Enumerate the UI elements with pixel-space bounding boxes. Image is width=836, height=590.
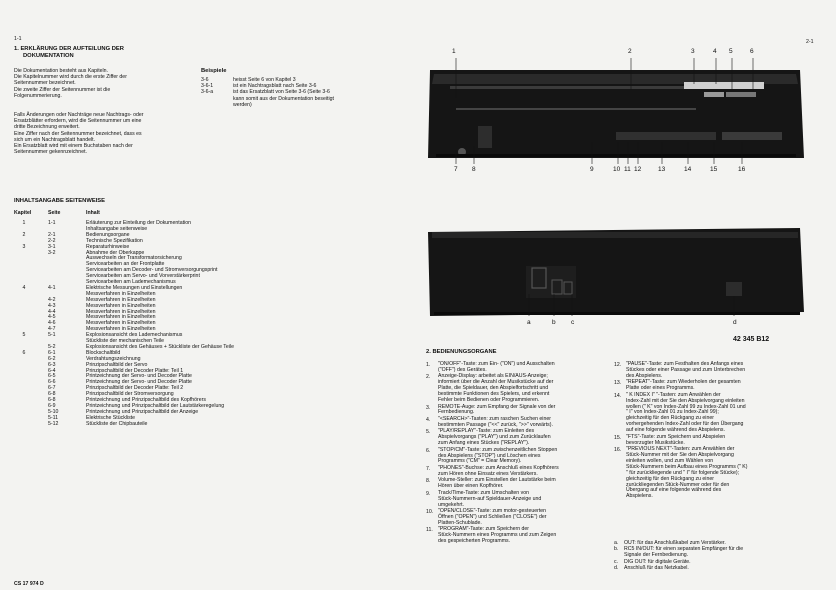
control-item <box>614 362 804 380</box>
control-item-number: 3. <box>426 404 431 411</box>
toc-seite: 4-4 <box>48 308 56 315</box>
examples-title: Beispiele <box>201 68 227 74</box>
toc-inhalt: Messverfahren in Einzelheiten <box>86 326 156 333</box>
control-item-line: umgekehrt. <box>438 501 464 508</box>
callout-11: 11 <box>624 166 631 173</box>
toc-seite: 5-12 <box>48 420 59 427</box>
callout-15: 15 <box>710 166 718 173</box>
toc-inhalt: Messverfahren in Einzelheiten <box>86 290 156 297</box>
toc-inhalt: Auswechseln der Transformatorsicherung <box>86 255 182 262</box>
control-item-number: 6. <box>426 447 431 454</box>
control-item-line: informiert über die Anzahl der Musikstücke auf der <box>438 379 554 386</box>
control-item <box>426 448 616 466</box>
toc-inhalt: Prinzipschaltbild der Stromversorgung <box>86 391 174 398</box>
callout-2: 2 <box>628 48 632 55</box>
toc-header-kapitel: Kapitel <box>14 210 32 216</box>
control-item-number: 9. <box>426 490 431 497</box>
para1-line: Die zweite Ziffer der Seitennummer ist die <box>14 86 111 93</box>
callout-b: b <box>552 319 556 326</box>
toc-seite: 4-3 <box>48 302 56 309</box>
para1-line: Die Kapitelnummer wird durch die erste Ziffer der <box>14 74 127 81</box>
toc-inhalt: Technische Spezifikation <box>86 237 143 244</box>
control-item-line: "<SEARCH>"-Tasten: zum raschen Suchen einer <box>438 415 551 422</box>
control-item-line: Platte oder eines Programms. <box>626 385 695 392</box>
callout-4: 4 <box>713 48 717 55</box>
toc-inhalt: Printzeichnung der Servo- und Decoder Platte <box>86 379 192 386</box>
toc-seite: 4-1 <box>48 284 56 291</box>
example-text: heisst Seite 6 von Kapitel 3 <box>233 77 296 83</box>
toc-seite: 6-4 <box>48 367 56 374</box>
control-item-line: Programms ("CM" = Clear Memory). <box>438 458 522 465</box>
front-view-figure <box>426 46 806 182</box>
toc-seite: 5-1 <box>48 332 56 339</box>
control-item <box>426 417 616 429</box>
toc-inhalt: Verdrahtungszeichnung <box>86 355 141 362</box>
toc-header <box>14 210 314 217</box>
example-code: 3-6-a <box>201 89 214 96</box>
control-item-line: "FTS"-Taste: zum Speichern und Abspielen <box>626 433 726 440</box>
callout-13: 13 <box>658 166 666 173</box>
control-item-line: Anzeige-Display: arbeitet als EIN/AUS-Anzeige; <box>438 373 548 380</box>
toc-seite: 2-1 <box>48 231 56 238</box>
control-item-line: des Abspielens ("STOP") und Löschen eines <box>438 452 541 459</box>
control-item-line: des gespeicherten Programms. <box>438 538 511 545</box>
control-item-line: Volume-Steller: zum Einstellen der Lautstärke beim <box>438 477 556 484</box>
section2-title: 2. BEDIENUNGSORGANE <box>426 349 497 355</box>
rear-item-text: OUT: für das Anschlußkabel zum Verstärker. <box>624 540 726 546</box>
callout-3: 3 <box>691 48 695 55</box>
control-item-line: "STOP/CM"-Taste: zum zwischenzeitlichen Stoppen <box>438 446 558 453</box>
control-item <box>426 466 616 478</box>
example-code: 3-6 <box>201 77 209 83</box>
toc-kapitel: 2 <box>22 231 26 238</box>
toc-kapitel: 5 <box>22 332 26 339</box>
control-item-number: 7. <box>426 465 431 472</box>
toc-inhalt: Abnahme der Oberkappe <box>86 249 145 256</box>
rear-view-figure <box>426 222 806 328</box>
control-item-line: "REPEAT"-Taste: zum Wiederholen der gesamten <box>626 379 741 386</box>
para2-line: Ein Ersatzblatt wird mit einem Buchstaben nach der <box>14 143 133 150</box>
para2-line: dritte Bezeichnung erweitert. <box>14 124 80 131</box>
control-item-line: gleichzeitig für den Rückgang zu einer <box>626 475 714 482</box>
control-item <box>426 362 616 374</box>
page-number-left: 1-1 <box>14 36 22 42</box>
toc-inhalt: Servicearbeiten am Servo- und Vorverstärkerprint <box>86 273 200 280</box>
toc-inhalt: Blockschaltbild <box>86 349 121 356</box>
control-item-line: Übergang auf eine folgende während des <box>626 487 722 494</box>
controls-list-right <box>614 362 804 501</box>
callout-9: 9 <box>590 166 594 173</box>
control-item-number: 13. <box>614 380 622 387</box>
toc-seite: 6-1 <box>48 349 56 356</box>
control-item <box>614 435 804 447</box>
callout-16: 16 <box>738 166 746 173</box>
control-item-line: Stück-Nummern eines Programms und zum Zeigen <box>438 532 557 539</box>
toc-table <box>0 220 340 570</box>
control-item-line: Platten-Schublade. <box>438 519 482 526</box>
control-item-line: "ON/OFF"-Taste: zum Ein- ("ON") und Ausschalten <box>438 361 555 367</box>
callout-7: 7 <box>454 166 458 173</box>
example-text: ist das Ersatzblatt von Seite 3-6 (Seite 3-6 <box>233 89 330 96</box>
rear-item-text: Signale der Fernbedienung. <box>624 552 689 559</box>
control-item-line: bestimmten Passage ("<<" zurück, ">>" vorwärts). <box>438 421 553 428</box>
toc-seite: 4-6 <box>48 320 56 327</box>
toc-inhalt: Prinzipschaltbild der Servo <box>86 361 148 368</box>
callout-5: 5 <box>729 48 733 55</box>
control-item-line: bevorzugter Musikstücke. <box>626 439 685 446</box>
section1-title-line1: 1. ERKLÄRUNG DER AUFTEILUNG DER <box>14 46 124 52</box>
control-item-line: "PHONES"-Buchse: zum Anschluß eines Kopfhörers <box>438 464 559 471</box>
control-item-line: Abspielens. <box>626 493 653 500</box>
toc-inhalt: Messverfahren in Einzelheiten <box>86 302 156 309</box>
control-item-line: Abspielvorgangs ("PLAY") und zum Zurücklaufen <box>438 434 551 441</box>
control-item-number: 11. <box>426 527 433 534</box>
toc-kapitel: 6 <box>22 349 26 356</box>
toc-seite: 5-2 <box>48 343 56 350</box>
control-item-line: "OPEN/CLOSE"-Taste: zum motor-gesteuerten <box>438 508 547 515</box>
control-item-number: 5. <box>426 429 431 436</box>
toc-seite: 5-11 <box>48 414 58 421</box>
callout-6: 6 <box>750 48 754 55</box>
section1-para2 <box>14 112 143 155</box>
toc-seite: 5-10 <box>48 408 59 415</box>
control-item-line: "PREVIOUS NEXT"-Tasten: zum Anwählen der <box>626 446 735 453</box>
toc-inhalt: Messverfahren in Einzelheiten <box>86 320 156 327</box>
rear-connections-list <box>614 540 814 571</box>
toc-header-inhalt: Inhalt <box>86 210 100 216</box>
toc-inhalt: Elektrische Stückliste <box>86 414 136 421</box>
control-item-number: 2. <box>426 374 431 381</box>
control-item-line: zurückliegenden Stück-Nummer oder für den <box>626 481 730 488</box>
control-item-line: Stück-Nummern beim Aufbau eines Programms (" K) <box>626 463 748 470</box>
callout-14: 14 <box>684 166 692 173</box>
toc-inhalt: Prinzipschaltbild der Decoder Platte: Teil 2 <box>86 385 184 392</box>
control-item-line: Stück-Nummern-auf Spieldauer-Anzeige und <box>438 495 542 502</box>
control-item-line: Track/Time-Taste: zum Umschalten von <box>438 489 529 496</box>
control-item-number: 14. <box>614 392 622 399</box>
control-item-line: zum Hören ohne Einsatz eines Verstärkers. <box>438 470 538 477</box>
front-panel-body <box>428 70 804 158</box>
control-item-line: " I" von Index-Zahl 01 zu Index-Zahl 99); <box>626 409 719 416</box>
toc-seite: 2-2 <box>48 237 56 244</box>
control-item-number: 1. <box>426 362 431 368</box>
toc-inhalt: Elektrische Messungen und Einstellungen <box>86 284 183 291</box>
control-item-line: Fernbedienung. <box>438 409 475 416</box>
toc-inhalt: Messverfahren in Einzelheiten <box>86 314 156 321</box>
control-item-number: 16. <box>614 447 622 454</box>
toc-inhalt: Inhaltsangabe seitenweise <box>86 225 148 232</box>
rear-item-text: DIG OUT: für digitale Geräte. <box>624 558 691 565</box>
toc-inhalt: Stückliste der Chipbauteile <box>86 420 148 427</box>
toc-inhalt: Messverfahren in Einzelheiten <box>86 308 156 315</box>
control-item <box>426 374 616 404</box>
toc-seite: 3-2 <box>48 249 56 256</box>
toc-seite: 6-3 <box>48 361 56 368</box>
control-item-line: vorhergehenden Index-Zahl oder für den Übergang <box>626 421 744 428</box>
rear-item-text: RC5 IN/OUT: für einen separaten Empfänger für die <box>624 546 744 553</box>
para1-line: Seitennummer bezeichnet. <box>14 80 76 87</box>
toc-inhalt: Servicearbeiten am Lademechanismus <box>86 279 176 285</box>
control-item <box>426 509 616 527</box>
toc-seite: 6-8 <box>48 391 56 398</box>
toc-seite: 1-1 <box>48 220 56 226</box>
callout-1: 1 <box>452 48 456 55</box>
rear-item-letter: d. <box>614 564 619 571</box>
toc-inhalt: Messverfahren in Einzelheiten <box>86 296 156 303</box>
footer-doc-number: CS 17 974 D <box>14 581 44 587</box>
control-item-line: "PROGRAM"-Taste: zum Speichern der <box>438 526 530 533</box>
control-item-line: " für zurückliegende und " I" für folgende Stücke); <box>626 469 740 476</box>
example-code: 3-6-1 <box>201 83 214 90</box>
toc-kapitel: 3 <box>22 243 26 250</box>
toc-inhalt: Bedienungsorgane <box>86 231 130 238</box>
toc-seite: 6-8 <box>48 397 56 403</box>
para2-line: Seitennummer gekennzeichnet. <box>14 149 87 156</box>
control-item-line: Fehler beim Bedienen oder Programmieren. <box>438 397 540 404</box>
control-item-line: zum Anfang eines Stückes ("REPLAY"). <box>438 440 530 447</box>
toc-inhalt: Servicearbeiten an der Frontplatte <box>86 261 165 268</box>
control-item-line: " K INDEX I" "-Tasten: zum Anwählen der <box>626 391 721 398</box>
toc-seite: 6-5 <box>48 373 56 380</box>
para2-line: Falls Änderungen oder Nachträge neue Nachtrags- oder <box>14 112 144 118</box>
control-item-line: wollen (" K" von Index-Zahl 99 zu Index-Zahl 01 und <box>626 403 746 410</box>
section1-title <box>14 46 124 60</box>
control-item <box>614 393 804 434</box>
example-text: werden) <box>233 101 252 108</box>
page-number-right: 2-1 <box>806 39 814 45</box>
rear-panel-body <box>428 228 804 316</box>
toc-inhalt: Servicearbeiten am Decoder- und Stromversorgungsprint <box>86 267 218 274</box>
toc-inhalt: Prinzipschaltbild der Decoder Platte: Teil 1 <box>86 367 184 374</box>
control-item <box>614 447 804 500</box>
toc-title: INHALTSANGABE SEITENWEISE <box>14 198 106 204</box>
example-text: ist ein Nachtragsblatt nach Seite 3-6 <box>233 83 317 90</box>
toc-row <box>14 421 334 427</box>
callout-12: 12 <box>634 166 642 173</box>
para2-line: sich um ein Nachtragsblatt handelt. <box>14 136 96 143</box>
toc-seite: 6-2 <box>48 355 56 362</box>
control-item-line: "PLAY/REPLAY"-Taste: zum Einleiten des <box>438 428 535 435</box>
section1-para1 <box>14 68 127 99</box>
toc-inhalt: Reparaturhinweise <box>86 243 130 250</box>
toc-seite: 6-7 <box>48 385 56 392</box>
control-item-number: 8. <box>426 478 431 485</box>
control-item <box>614 380 804 392</box>
control-item-line: Öffnen ("OPEN") und Schließen ("CLOSE") der <box>438 514 547 520</box>
section1-title-line2: DOKUMENTATION <box>23 53 74 59</box>
para1-line: Die Dokumentation besteht aus Kapiteln. <box>14 68 109 74</box>
control-item-number: 12. <box>614 362 622 368</box>
toc-kapitel: 4 <box>22 284 26 291</box>
toc-inhalt: Printzeichnung und Prinzipschaltbild des Kopfhörers <box>86 397 206 403</box>
control-item-line: Index-Zahl mit der Sie den Abspielvorgang einleiten <box>626 397 745 404</box>
toc-inhalt: Printzeichnung und Prinzipschaltbild der Lautstärkeregelung <box>86 402 225 409</box>
toc-header-seite: Seite <box>48 210 61 216</box>
toc-seite: 6-9 <box>48 402 56 409</box>
control-item-line: des Abspielens. <box>626 372 663 379</box>
control-item-number: 15. <box>614 434 622 441</box>
toc-seite: 4-2 <box>48 296 56 303</box>
control-item-line: ("OFF") des Gerätes. <box>438 366 487 373</box>
control-item <box>426 491 616 509</box>
callout-c: c <box>571 319 575 326</box>
toc-kapitel: 1 <box>22 220 26 226</box>
toc-seite: 4-5 <box>48 314 56 321</box>
control-item-line: gleichzeitig für den Rückgang zu einer <box>626 415 714 422</box>
control-item-line: "PAUSE"-Taste: zum Festhalten des Anfangs eines <box>626 361 744 367</box>
control-item-line: auf eine folgende während des Abspielens. <box>626 427 725 434</box>
toc-inhalt: Stückliste der mechanischen Teile <box>86 338 165 344</box>
para2-line: Eine Ziffer nach der Seitennummer bezeichnet, dass es <box>14 130 142 137</box>
control-item-line: einleiten wollen, und zum Wählen von <box>626 457 714 464</box>
control-item-line: REMOTE-Auge: zum Empfang der Signale von der <box>438 403 556 410</box>
para2-line: Ersatzblätter erfordern, wird die Seitennummer um eine <box>14 118 142 125</box>
callout-10: 10 <box>613 166 621 173</box>
callout-d: d <box>733 319 737 326</box>
toc-inhalt: Printzeichnung der Servo- und Decoder Platte <box>86 373 192 380</box>
figure-code: 42 345 B12 <box>733 336 770 343</box>
rear-item-letter: b. <box>614 546 619 553</box>
control-item-number: 4. <box>426 416 431 423</box>
control-item-number: 10. <box>426 509 434 516</box>
toc-inhalt: Explosionsansicht des Gehäuses + Stückliste der Gehäuse Teile <box>86 343 234 350</box>
toc-seite: 4-7 <box>48 326 56 333</box>
callout-8: 8 <box>472 166 476 173</box>
toc-inhalt: Printzeichnung und Prinzipschaltbild der Anzeige <box>86 408 199 415</box>
example-text: kann somit aus der Dokumentation beseitigt <box>233 95 334 102</box>
para1-line: Folgenummerierung. <box>14 92 62 99</box>
control-item-line: bestimmte Funktionen des Spielers, und erkennt <box>438 391 550 398</box>
control-item-line: Stück-Nummer mit der Sie den Abspielvorgang <box>626 451 734 458</box>
control-item <box>426 405 616 417</box>
control-item <box>426 478 616 490</box>
rear-item-letter: c. <box>614 558 619 565</box>
rear-item-text: Anschluß für das Netzkabel. <box>624 564 689 571</box>
control-item-line: Stückes oder einer Passage und zum Unterbrechen <box>626 366 746 373</box>
toc-seite: 3-1 <box>48 243 56 250</box>
toc-seite: 6-6 <box>48 379 56 386</box>
callout-a: a <box>527 319 531 326</box>
control-item <box>426 526 619 546</box>
toc-inhalt: Explosionsansicht des Lademechanismus <box>86 332 183 339</box>
rear-item-letter: a. <box>614 540 619 546</box>
control-item-line: Hören über einen Kopfhörer. <box>438 483 504 490</box>
control-item-line: Platte, die Spieldauer, den Abspielfortschritt und <box>438 385 549 392</box>
toc-inhalt: Erläuterung zur Einteilung der Dokumentation <box>86 220 191 226</box>
rear-item <box>614 565 814 571</box>
control-item <box>426 429 616 447</box>
